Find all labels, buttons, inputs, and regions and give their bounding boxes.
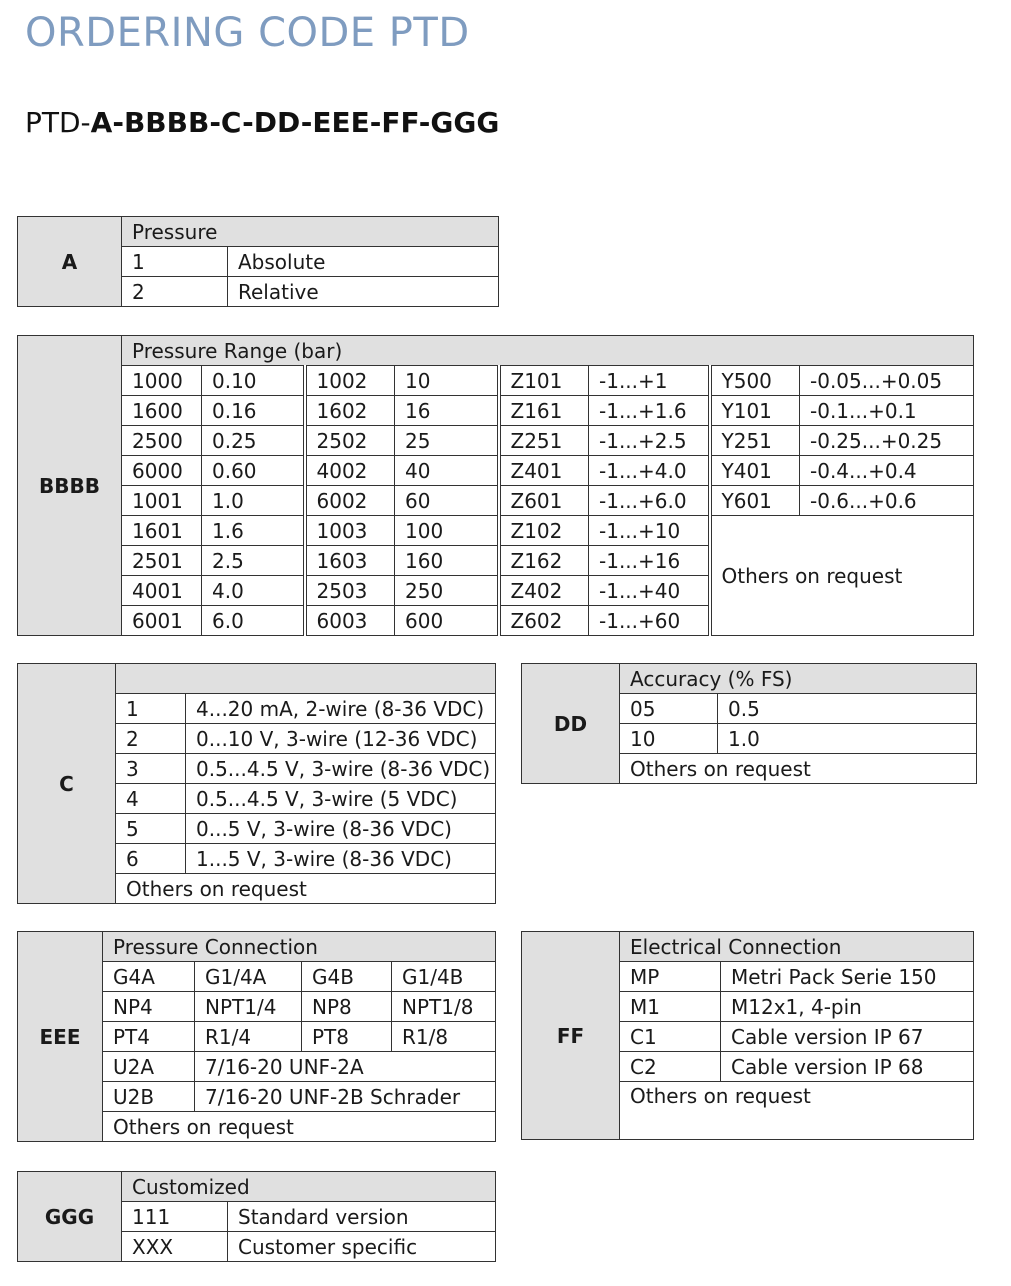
- header-pressure-connection: Pressure Connection: [103, 932, 496, 962]
- range-value: -0.6...+0.6: [800, 486, 974, 516]
- range-value: 1.6: [202, 516, 305, 546]
- option-code: 10: [620, 724, 718, 754]
- connection-code: NP8: [302, 992, 392, 1022]
- range-value: -1...+2.5: [589, 426, 710, 456]
- connection-code: G4B: [302, 962, 392, 992]
- key-ff: FF: [522, 932, 620, 1140]
- range-value: 160: [395, 546, 499, 576]
- connection-code: PT8: [302, 1022, 392, 1052]
- range-code: Z401: [499, 456, 589, 486]
- connection-desc: G1/4A: [195, 962, 302, 992]
- range-code: 6000: [122, 456, 202, 486]
- range-code: Y401: [710, 456, 800, 486]
- option-desc: Relative: [228, 277, 499, 307]
- table-c: [17, 663, 496, 904]
- key-eee: EEE: [18, 932, 103, 1142]
- range-code: 1600: [122, 396, 202, 426]
- range-value: 0.60: [202, 456, 305, 486]
- range-value: 2.5: [202, 546, 305, 576]
- option-code: 111: [122, 1202, 228, 1232]
- table-row: [18, 396, 974, 426]
- option-desc: M12x1, 4-pin: [721, 992, 974, 1022]
- range-code: 2501: [122, 546, 202, 576]
- connection-code: U2A: [103, 1052, 195, 1082]
- key-dd: DD: [522, 664, 620, 784]
- range-code: Z602: [499, 606, 589, 636]
- range-code: Z102: [499, 516, 589, 546]
- connection-code: PT4: [103, 1022, 195, 1052]
- option-code: 4: [116, 784, 186, 814]
- ordering-code: [25, 106, 499, 139]
- range-code: Z251: [499, 426, 589, 456]
- range-value: -1...+6.0: [589, 486, 710, 516]
- page-title: ORDERING CODE PTD: [25, 10, 470, 56]
- table-ff: [521, 931, 974, 1140]
- header-accuracy: Accuracy (% FS): [620, 664, 977, 694]
- connection-code: U2B: [103, 1082, 195, 1112]
- range-code: Y500: [710, 366, 800, 396]
- option-code: 1: [116, 694, 186, 724]
- table-row: [18, 366, 974, 396]
- range-code: 6003: [305, 606, 395, 636]
- option-code: 3: [116, 754, 186, 784]
- range-code: 1003: [305, 516, 395, 546]
- range-value: -0.4...+0.4: [800, 456, 974, 486]
- connection-desc: NPT1/4: [195, 992, 302, 1022]
- range-code: 6001: [122, 606, 202, 636]
- table-bbbb: [17, 335, 974, 636]
- range-code: 2500: [122, 426, 202, 456]
- range-code: 4001: [122, 576, 202, 606]
- range-value: 4.0: [202, 576, 305, 606]
- range-value: 0.10: [202, 366, 305, 396]
- others-on-request: Others on request: [710, 516, 974, 636]
- option-code: 1: [122, 247, 228, 277]
- range-value: -0.1...+0.1: [800, 396, 974, 426]
- table-ggg: [17, 1171, 496, 1262]
- range-value: 100: [395, 516, 499, 546]
- range-value: -1...+10: [589, 516, 710, 546]
- range-value: 40: [395, 456, 499, 486]
- table-dd: [521, 663, 977, 784]
- table-a: [17, 216, 499, 307]
- option-desc: 0...10 V, 3-wire (12-36 VDC): [186, 724, 496, 754]
- others-on-request: Others on request: [116, 874, 496, 904]
- header-electrical-connection: Electrical Connection: [620, 932, 974, 962]
- range-code: 1000: [122, 366, 202, 396]
- header-pressure-range: Pressure Range (bar): [122, 336, 974, 366]
- range-value: 0.16: [202, 396, 305, 426]
- connection-desc: R1/8: [392, 1022, 496, 1052]
- range-code: Y101: [710, 396, 800, 426]
- connection-desc: NPT1/8: [392, 992, 496, 1022]
- key-c: C: [18, 664, 116, 904]
- option-code: 05: [620, 694, 718, 724]
- option-desc: 0...5 V, 3-wire (8-36 VDC): [186, 814, 496, 844]
- key-ggg: GGG: [18, 1172, 122, 1262]
- connection-desc: 7/16-20 UNF-2B Schrader: [195, 1082, 496, 1112]
- range-code: 1002: [305, 366, 395, 396]
- range-code: Z161: [499, 396, 589, 426]
- range-code: 1601: [122, 516, 202, 546]
- range-code: 2503: [305, 576, 395, 606]
- option-desc: Absolute: [228, 247, 499, 277]
- range-code: Z162: [499, 546, 589, 576]
- header-output-signal: [116, 664, 496, 694]
- option-code: 2: [116, 724, 186, 754]
- range-value: 600: [395, 606, 499, 636]
- range-value: -0.25...+0.25: [800, 426, 974, 456]
- connection-desc: G1/4B: [392, 962, 496, 992]
- range-value: 1.0: [202, 486, 305, 516]
- key-bbbb: BBBB: [18, 336, 122, 636]
- range-value: -1...+1: [589, 366, 710, 396]
- range-code: Z402: [499, 576, 589, 606]
- connection-desc: R1/4: [195, 1022, 302, 1052]
- connection-code: NP4: [103, 992, 195, 1022]
- range-value: 60: [395, 486, 499, 516]
- range-value: 0.25: [202, 426, 305, 456]
- option-desc: Cable version IP 67: [721, 1022, 974, 1052]
- range-value: 25: [395, 426, 499, 456]
- range-value: -1...+40: [589, 576, 710, 606]
- option-desc: 0.5...4.5 V, 3-wire (8-36 VDC): [186, 754, 496, 784]
- range-code: 6002: [305, 486, 395, 516]
- table-eee: [17, 931, 496, 1142]
- header-pressure: Pressure: [122, 217, 499, 247]
- range-value: -0.05...+0.05: [800, 366, 974, 396]
- range-code: 1602: [305, 396, 395, 426]
- table-row: [18, 516, 974, 546]
- option-desc: Cable version IP 68: [721, 1052, 974, 1082]
- range-code: 1001: [122, 486, 202, 516]
- range-value: 16: [395, 396, 499, 426]
- range-code: 2502: [305, 426, 395, 456]
- range-value: 250: [395, 576, 499, 606]
- range-code: Y251: [710, 426, 800, 456]
- option-desc: Customer specific: [228, 1232, 496, 1262]
- range-code: 4002: [305, 456, 395, 486]
- range-value: -1...+16: [589, 546, 710, 576]
- connection-desc: 7/16-20 UNF-2A: [195, 1052, 496, 1082]
- option-code: 5: [116, 814, 186, 844]
- others-on-request: Others on request: [620, 1082, 974, 1140]
- option-code: 6: [116, 844, 186, 874]
- range-value: -1...+1.6: [589, 396, 710, 426]
- option-code: C1: [620, 1022, 721, 1052]
- table-row: [18, 456, 974, 486]
- option-desc: 0.5: [718, 694, 977, 724]
- option-desc: 4...20 mA, 2-wire (8-36 VDC): [186, 694, 496, 724]
- option-code: XXX: [122, 1232, 228, 1262]
- range-value: -1...+60: [589, 606, 710, 636]
- code-pattern: A-BBBB-C-DD-EEE-FF-GGG: [90, 106, 500, 139]
- range-code: Z101: [499, 366, 589, 396]
- connection-code: G4A: [103, 962, 195, 992]
- option-code: C2: [620, 1052, 721, 1082]
- code-prefix: PTD-: [25, 106, 91, 139]
- range-code: 1603: [305, 546, 395, 576]
- option-code: MP: [620, 962, 721, 992]
- table-row: [18, 426, 974, 456]
- option-desc: Metri Pack Serie 150: [721, 962, 974, 992]
- header-customized: Customized: [122, 1172, 496, 1202]
- option-code: M1: [620, 992, 721, 1022]
- option-code: 2: [122, 277, 228, 307]
- key-a: A: [18, 217, 122, 307]
- range-code: Y601: [710, 486, 800, 516]
- option-desc: Standard version: [228, 1202, 496, 1232]
- range-value: 6.0: [202, 606, 305, 636]
- option-desc: 1.0: [718, 724, 977, 754]
- others-on-request: Others on request: [620, 754, 977, 784]
- option-desc: 0.5...4.5 V, 3-wire (5 VDC): [186, 784, 496, 814]
- table-row: [18, 486, 974, 516]
- range-value: -1...+4.0: [589, 456, 710, 486]
- option-desc: 1...5 V, 3-wire (8-36 VDC): [186, 844, 496, 874]
- range-code: Z601: [499, 486, 589, 516]
- others-on-request: Others on request: [103, 1112, 496, 1142]
- range-value: 10: [395, 366, 499, 396]
